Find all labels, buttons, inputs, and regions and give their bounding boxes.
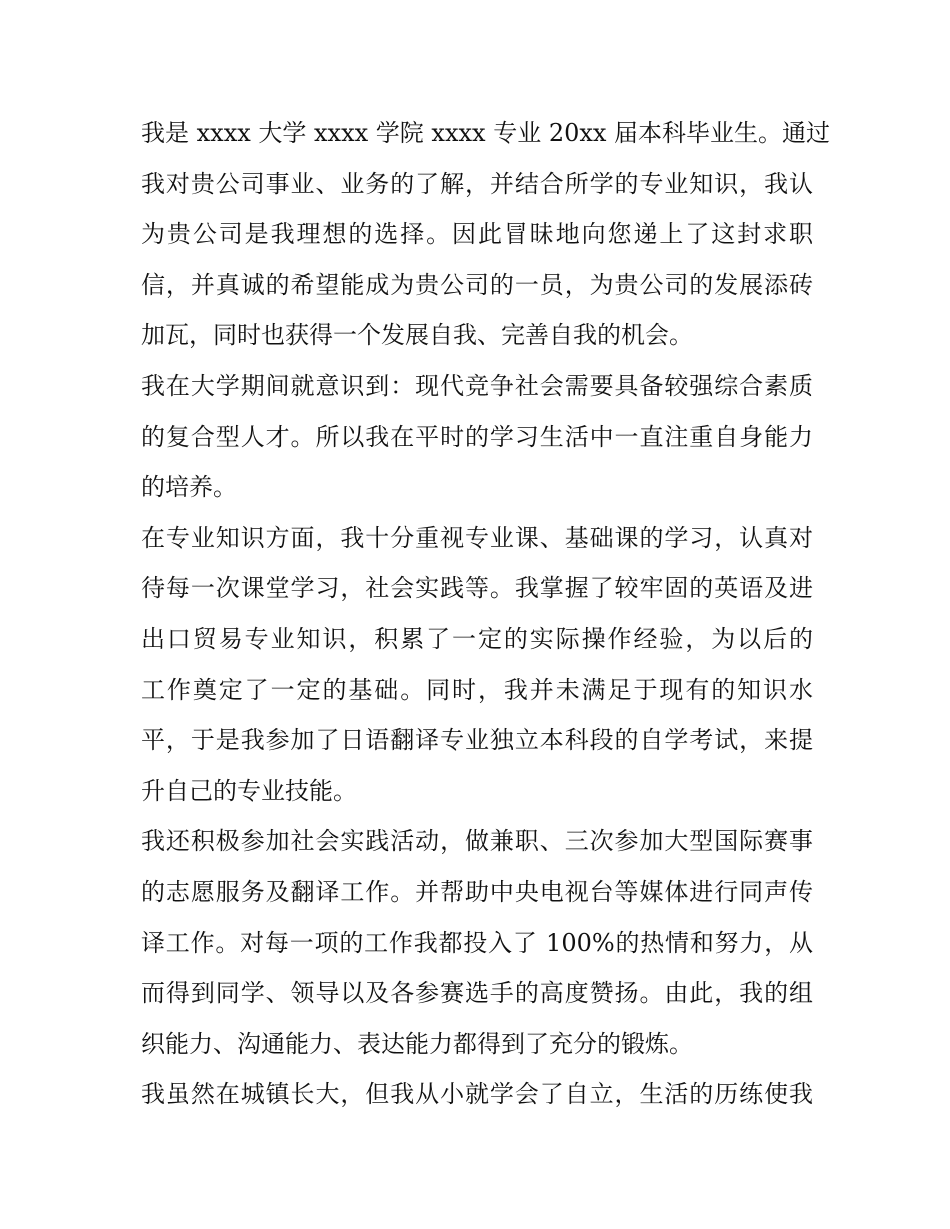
text-line: 我是 xxxx 大学 xxxx 学院 xxxx 专业 20xx 届本科毕业生。通过 [141, 119, 831, 147]
text-line: 信，并真诚的希望能成为贵公司的一员，为贵公司的发展添砖 [141, 270, 813, 299]
text-line: 加瓦，同时也获得一个发展自我、完善自我的机会。 [141, 321, 693, 350]
text-line: 平，于是我参加了日语翻译专业独立本科段的自学考试，来提 [141, 726, 813, 755]
text-line: 我在大学期间就意识到：现代竞争社会需要具备较强综合素质 [141, 371, 813, 400]
text-line: 在专业知识方面，我十分重视专业课、基础课的学习，认真对 [141, 523, 813, 552]
paragraph-5 [141, 1069, 813, 1120]
text-line: 待每一次课堂学习，社会实践等。我掌握了较牢固的英语及进 [141, 574, 813, 603]
text-line: 升自己的专业技能。 [141, 776, 357, 805]
text-line: 工作奠定了一定的基础。同时，我并未满足于现有的知识水 [141, 675, 813, 704]
text-line: 的志愿服务及翻译工作。并帮助中央电视台等媒体进行同声传 [141, 877, 813, 906]
text-line: 我虽然在城镇长大，但我从小就学会了自立，生活的历练使我 [141, 1080, 813, 1109]
text-line: 的复合型人才。所以我在平时的学习生活中一直注重自身能力 [141, 422, 813, 451]
text-line: 的培养。 [141, 473, 237, 502]
text-line: 而得到同学、领导以及各参赛选手的高度赞扬。由此，我的组 [141, 979, 813, 1008]
paragraph-4 [141, 816, 813, 1069]
text-line: 我还积极参加社会实践活动，做兼职、三次参加大型国际赛事 [141, 827, 813, 856]
paragraph-2 [141, 361, 813, 513]
text-line: 我对贵公司事业、业务的了解，并结合所学的专业知识，我认 [141, 169, 813, 198]
text-line: 为贵公司是我理想的选择。因此冒昧地向您递上了这封求职 [141, 220, 813, 249]
letter-body [141, 108, 831, 1120]
paragraph-3 [141, 513, 813, 817]
paragraph-1 [141, 108, 831, 361]
text-line: 织能力、沟通能力、表达能力都得到了充分的锻炼。 [141, 1029, 693, 1058]
text-line: 译工作。对每一项的工作我都投入了 100%的热情和努力，从 [141, 928, 813, 957]
text-line: 出口贸易专业知识，积累了一定的实际操作经验，为以后的 [141, 624, 813, 653]
